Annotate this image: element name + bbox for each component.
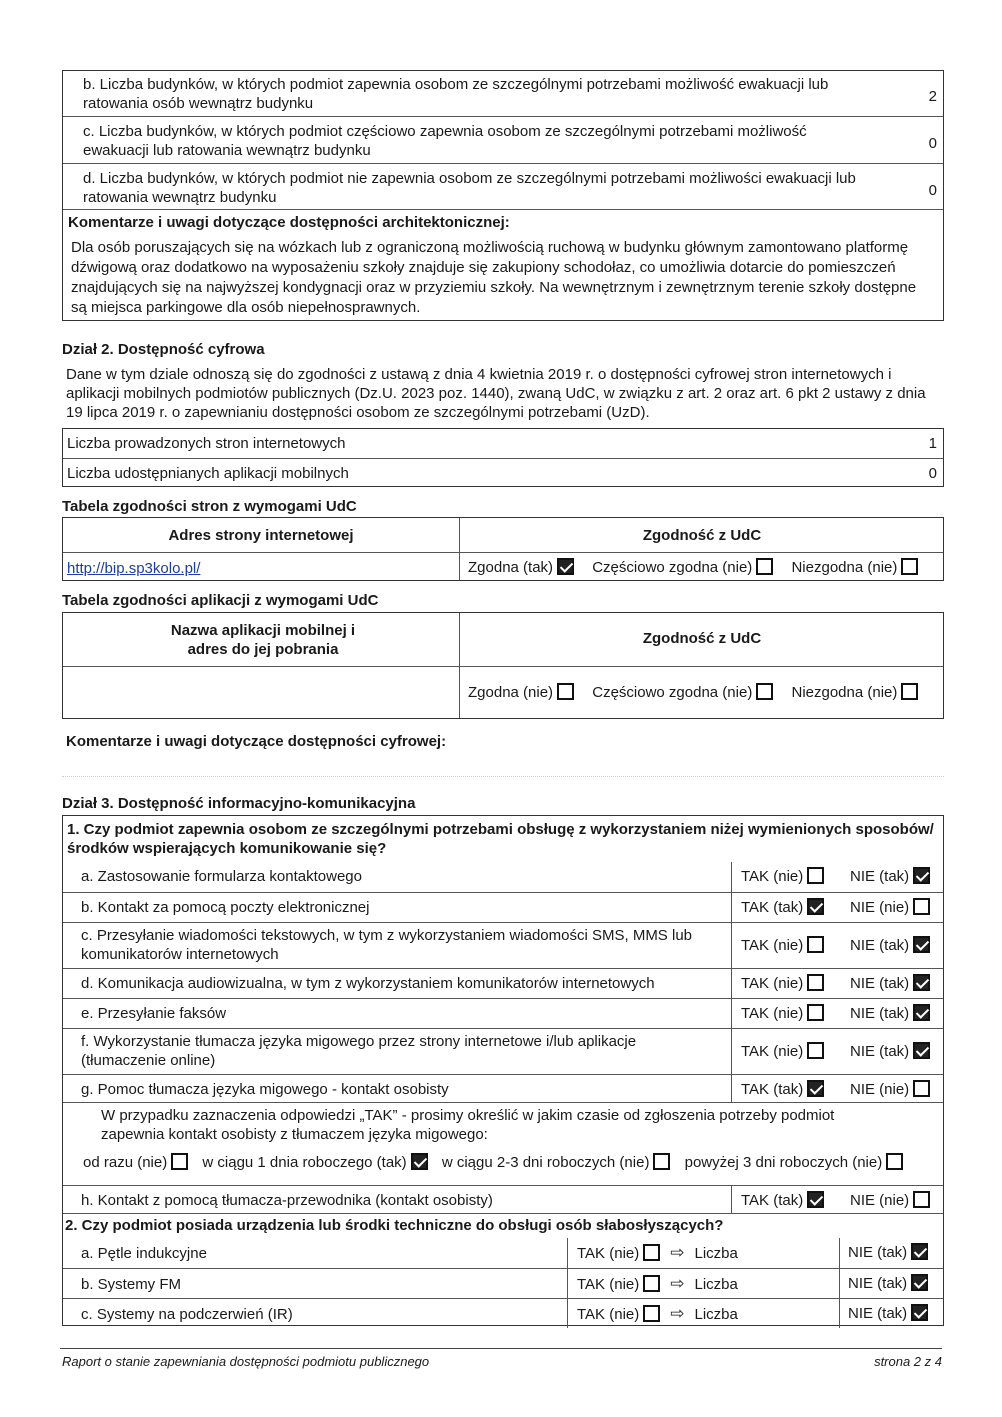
digital-counts-table [62,428,944,487]
row-b-label: b. Liczba budynków, w których podmiot zapewnia osobom ze szczególnymi potrzebami możliwość ewakuacji lub ratowania osób wewnątrz budynku [83,76,829,112]
row-d-value: 0 [928,182,937,199]
site-opt-czesciowo-checkbox[interactable] [756,558,773,575]
app-compliance-options [468,683,918,702]
q2-row-tak-label: TAK (nie) [577,1276,640,1293]
app-opt-zgodna-label: Zgodna (nie) [468,684,554,701]
site-opt-niezgodna-label: Niezgodna (nie) [791,559,898,576]
q1-row-label: d. Komunikacja audiowizualna, w tym z wykorzystaniem komunikatorów internetowych [81,975,655,992]
apps-count-row [63,458,943,488]
q1-row-nie-checkbox[interactable] [913,1004,930,1021]
q2-row-count-label: Liczba [694,1306,738,1323]
section-3-heading: Dział 3. Dostępność informacyjno-komunikacyjna [62,795,416,812]
q1-row-tak-checkbox[interactable] [807,1080,824,1097]
sites-count-label: Liczba prowadzonych stron internetowych [67,435,346,452]
q2-header [63,1213,943,1238]
q2-row-tak-checkbox[interactable] [643,1275,660,1292]
q2-row-tak-checkbox[interactable] [643,1244,660,1261]
q2-row-nie-checkbox[interactable] [911,1274,928,1291]
digital-comments-heading: Komentarze i uwagi dotyczące dostępności cyfrowej: [66,733,447,750]
g-time-options [83,1153,903,1172]
q2-text: 2. Czy podmiot posiada urządzenia lub środki techniczne do obsługi osób słabosłyszących? [65,1217,724,1234]
site-opt-zgodna-checkbox[interactable] [557,558,574,575]
row-b-value: 2 [928,88,937,105]
q1-row [63,968,943,998]
q1-row-tak-checkbox[interactable] [807,936,824,953]
sites-table-title: Tabela zgodności stron z wymogami UdC [62,498,357,515]
q1-row [63,892,943,922]
q2-row-nie-option [848,1274,928,1293]
g-note-text: W przypadku zaznaczenia odpowiedzi „TAK” - prosimy określić w jakim czasie od zgłoszenia potrzeby podmiot zapewnia kontakt osobisty z tłumaczem języka migowego: [101,1107,835,1143]
h-nie-option [850,1191,930,1210]
q1-row-label: g. Pomoc tłumacza języka migowego - kontakt osobisty [81,1081,449,1098]
h-row [63,1185,943,1213]
time-od-razu-checkbox[interactable] [171,1153,188,1170]
q2-row-nie-label: NIE (tak) [848,1244,908,1261]
footer-page-number: strona 2 z 4 [874,1354,942,1369]
site-opt-czesciowo-label: Częściowo zgodna (nie) [592,559,753,576]
app-opt-niezgodna-checkbox[interactable] [901,683,918,700]
q1-row-label: b. Kontakt za pomocą poczty elektronicznej [81,899,370,916]
q1-row-nie-option [850,898,930,917]
row-d [63,163,943,209]
app-opt-zgodna-checkbox[interactable] [557,683,574,700]
q1-row-tak-option [741,898,824,917]
q1-row-tak-label: TAK (nie) [741,868,804,885]
q1-row-label: f. Wykorzystanie tłumacza języka migowego przez strony internetowe i/lub aplikacje (tłumaczenie online) [81,1033,637,1069]
q2-row [63,1238,943,1268]
q2-row-nie-option [848,1243,928,1262]
q1-row-tak-checkbox[interactable] [807,974,824,991]
h-tak-checkbox[interactable] [807,1191,824,1208]
col-address-header: Adres strony internetowej [168,527,354,544]
sites-count-value: 1 [928,435,937,452]
q1-row-nie-checkbox[interactable] [913,974,930,991]
arrow-right-icon: ⇨ [670,1274,685,1293]
q2-row-nie-label: NIE (tak) [848,1305,908,1322]
apps-table-title: Tabela zgodności aplikacji z wymogami UdC [62,592,379,609]
time-1-dzien-checkbox[interactable] [411,1153,428,1170]
h-label: h. Kontakt z pomocą tłumacza-przewodnika (kontakt osobisty) [81,1192,493,1209]
q1-row-tak-option [741,1004,824,1023]
section-2-heading: Dział 2. Dostępność cyfrowa [62,341,265,358]
q1-row [63,1074,943,1102]
q1-row-nie-checkbox[interactable] [913,1042,930,1059]
app-opt-czesciowo-label: Częściowo zgodna (nie) [592,684,753,701]
q1-row-nie-label: NIE (nie) [850,1081,910,1098]
app-row [63,666,943,720]
apps-compliance-table [62,612,944,719]
q2-row-tak-option [577,1274,738,1294]
q1-text: 1. Czy podmiot zapewnia osobom ze szczególnymi potrzebami obsługę z wykorzystaniem niżej wymienionych sposobów/ środków wspierających komunikowanie się? [67,821,934,857]
h-nie-checkbox[interactable] [913,1191,930,1208]
q1-row-nie-label: NIE (tak) [850,975,910,992]
site-url-link[interactable]: http://bip.sp3kolo.pl/ [67,560,201,577]
sites-compliance-table [62,517,944,581]
q1-row-label: c. Przesyłanie wiadomości tekstowych, w tym z wykorzystaniem wiadomości SMS, MMS lub komunikatorów internetowych [81,927,693,963]
row-c [63,116,943,163]
q1-row-tak-label: TAK (tak) [741,1081,804,1098]
h-tak-option [741,1191,824,1210]
row-b [63,71,943,116]
q1-row-nie-option [850,1042,930,1061]
q1-row-nie-checkbox[interactable] [913,936,930,953]
col-app-header: Nazwa aplikacji mobilnej i adres do jej pobrania [170,622,356,658]
footer-left: Raport o stanie zapewniania dostępności podmiotu publicznego [62,1354,430,1369]
q1-row-tak-option [741,1042,824,1061]
q1-header [63,816,943,862]
q1-row-tak-option [741,974,824,993]
q1-row [63,998,943,1028]
q1-row-tak-label: TAK (nie) [741,1043,804,1060]
q1-row-tak-label: TAK (nie) [741,937,804,954]
arrow-right-icon: ⇨ [670,1243,685,1262]
architecture-comments-heading: Komentarze i uwagi dotyczące dostępności architektonicznej: [68,214,510,231]
q2-row-label: c. Systemy na podczerwień (IR) [81,1306,293,1323]
section-2-intro: Dane w tym dziale odnoszą się do zgodności z ustawą z dnia 4 kwietnia 2019 r. o dostępności cyfrowej stron internetowych i aplikacji mobilnych podmiotów publicznych (Dz.U. 2023 poz. 1440), zwaną UdC, w związku z art. 2 oraz art. 6 pkt 2 ustawy z dnia 19 lipca 2019 r. o zapewnianiu dostępności osobom ze szczególnymi potrzebami (UzD). [66,366,926,421]
q1-row-nie-label: NIE (nie) [850,899,910,916]
q1-row-nie-checkbox[interactable] [913,1080,930,1097]
q2-row-nie-label: NIE (tak) [848,1275,908,1292]
q1-row-nie-option [850,974,930,993]
q1-row-nie-option [850,867,930,886]
apps-count-label: Liczba udostępnianych aplikacji mobilnych [67,465,349,482]
q2-row-tak-checkbox[interactable] [643,1305,660,1322]
row-c-label: c. Liczba budynków, w których podmiot częściowo zapewnia osobom ze szczególnymi potrzebami możliwość ewakuacji lub ratowania wewnątrz budynku [83,123,807,159]
q1-row-tak-option [741,936,824,955]
q1-row-label: e. Przesyłanie faksów [81,1005,227,1022]
h-tak-label: TAK (tak) [741,1192,804,1209]
col-compliance-header: Zgodność z UdC [642,527,762,544]
row-c-value: 0 [928,135,937,152]
q1-row-tak-checkbox[interactable] [807,1042,824,1059]
q2-row-nie-checkbox[interactable] [911,1243,928,1260]
apps-count-value: 0 [928,465,937,482]
q1-row-label: a. Zastosowanie formularza kontaktowego [81,868,362,885]
q2-row-tak-option [577,1243,738,1263]
q2-row-count-label: Liczba [694,1245,738,1262]
architecture-comments-text: Dla osób poruszających się na wózkach lub z ograniczoną możliwością ruchową w budynku głównym zamontowano platformę dźwigową oraz dodatkowo na wyposażeniu szkoły znajduje się zakupiony schodołaz, co umożliwia dotarcie do pomieszczeń znajdujących się na najwyższej kondygnacji oraz w przyziemiu szkoły. Na wewnętrznym i zewnętrznym terenie szkoły dostępne są miejsca parkingowe dla osób niepełnosprawnych. [71,239,917,316]
q1-row [63,1028,943,1074]
q1-row [63,862,943,892]
site-opt-zgodna-label: Zgodna (tak) [468,559,554,576]
q2-row-nie-option [848,1304,928,1323]
q1-row-tak-checkbox[interactable] [807,1004,824,1021]
footer-divider [60,1348,942,1349]
q1-row-nie-label: NIE (tak) [850,1005,910,1022]
arrow-right-icon: ⇨ [670,1304,685,1323]
communication-table [62,815,944,1326]
q2-row [63,1298,943,1328]
time-powyzej-3-checkbox[interactable] [886,1153,903,1170]
site-compliance-options [468,558,918,577]
q1-row-tak-label: TAK (tak) [741,899,804,916]
sites-count-row [63,429,943,458]
q1-row-nie-option [850,936,930,955]
q1-row-nie-checkbox[interactable] [913,898,930,915]
q1-row-tak-option [741,1080,824,1099]
q1-row-nie-option [850,1004,930,1023]
q1-row-nie-label: NIE (tak) [850,937,910,954]
q1-row-tak-label: TAK (nie) [741,975,804,992]
time-powyzej-3-label: powyżej 3 dni roboczych (nie) [684,1154,883,1171]
q2-row-tak-label: TAK (nie) [577,1245,640,1262]
time-1-dzien-label: w ciągu 1 dnia roboczego (tak) [202,1154,407,1171]
g-note-row [63,1102,943,1185]
q2-row-count-label: Liczba [694,1276,738,1293]
q1-row-nie-checkbox[interactable] [913,867,930,884]
app-opt-niezgodna-label: Niezgodna (nie) [791,684,898,701]
time-2-3-dni-checkbox[interactable] [653,1153,670,1170]
q1-row-tak-checkbox[interactable] [807,867,824,884]
h-nie-label: NIE (nie) [850,1192,910,1209]
q1-row-tak-label: TAK (nie) [741,1005,804,1022]
q2-row [63,1268,943,1298]
q2-row-label: b. Systemy FM [81,1276,182,1293]
site-row [63,552,943,582]
q2-row-tak-label: TAK (nie) [577,1306,640,1323]
col-app-compliance-header: Zgodność z UdC [642,630,762,647]
q1-row-tak-checkbox[interactable] [807,898,824,915]
q1-row-nie-label: NIE (tak) [850,868,910,885]
q2-row-label: a. Pętle indukcyjne [81,1245,207,1262]
architecture-comments [63,209,943,322]
q1-row [63,922,943,968]
time-2-3-dni-label: w ciągu 2-3 dni roboczych (nie) [441,1154,650,1171]
app-opt-czesciowo-checkbox[interactable] [756,683,773,700]
row-d-label: d. Liczba budynków, w których podmiot nie zapewnia osobom ze szczególnymi potrzebami możliwości ewakuacji lub ratowania wewnątrz budynku [83,170,856,206]
time-od-razu-label: od razu (nie) [83,1154,168,1171]
q1-row-nie-label: NIE (tak) [850,1043,910,1060]
q2-row-tak-option [577,1304,738,1324]
q1-row-nie-option [850,1080,930,1099]
architecture-table [62,70,944,321]
q1-row-tak-option [741,867,824,886]
site-opt-niezgodna-checkbox[interactable] [901,558,918,575]
q2-row-nie-checkbox[interactable] [911,1304,928,1321]
